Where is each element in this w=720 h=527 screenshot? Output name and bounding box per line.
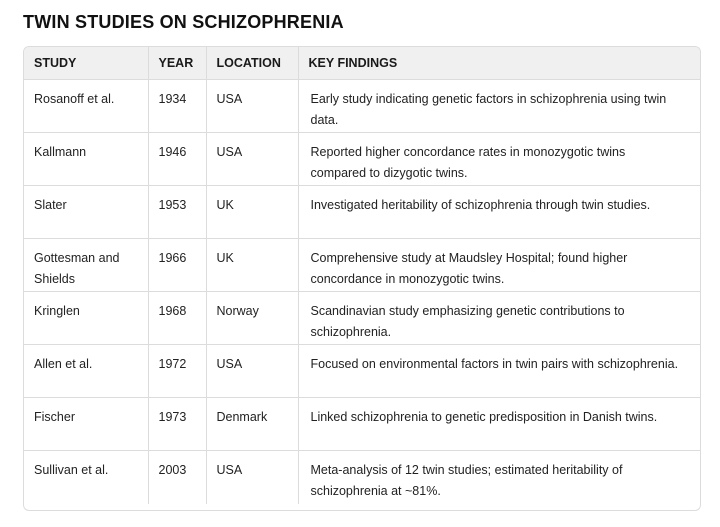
header-row (24, 47, 700, 80)
table-row (24, 451, 700, 504)
studies-table-container (23, 46, 701, 511)
cell-year: 1934 (148, 80, 206, 133)
table-row (24, 186, 700, 239)
cell-location: Denmark (206, 398, 298, 451)
studies-table (24, 47, 700, 504)
cell-study: Slater (24, 186, 148, 239)
cell-study: Rosanoff et al. (24, 80, 148, 133)
cell-study: Allen et al. (24, 345, 148, 398)
cell-key-findings: Scandinavian study emphasizing genetic contributions to schizophrenia. (298, 292, 700, 345)
cell-year: 1968 (148, 292, 206, 345)
cell-year: 1966 (148, 239, 206, 292)
cell-year: 1972 (148, 345, 206, 398)
cell-location: UK (206, 239, 298, 292)
table-row (24, 292, 700, 345)
column-header-study: STUDY (24, 47, 148, 80)
table-row (24, 345, 700, 398)
table-body (24, 80, 700, 504)
table-row (24, 398, 700, 451)
cell-key-findings: Focused on environmental factors in twin pairs with schizophrenia. (298, 345, 700, 398)
column-header-year: YEAR (148, 47, 206, 80)
table-row (24, 80, 700, 133)
cell-location: USA (206, 80, 298, 133)
cell-key-findings: Reported higher concordance rates in monozygotic twins compared to dizygotic twins. (298, 133, 700, 186)
cell-key-findings: Linked schizophrenia to genetic predisposition in Danish twins. (298, 398, 700, 451)
cell-study: Sullivan et al. (24, 451, 148, 504)
column-header-key-findings: KEY FINDINGS (298, 47, 700, 80)
cell-year: 2003 (148, 451, 206, 504)
cell-location: USA (206, 451, 298, 504)
column-header-location: LOCATION (206, 47, 298, 80)
cell-year: 1973 (148, 398, 206, 451)
cell-key-findings: Comprehensive study at Maudsley Hospital; found higher concordance in monozygotic twins. (298, 239, 700, 292)
cell-key-findings: Early study indicating genetic factors in schizophrenia using twin data. (298, 80, 700, 133)
table-row (24, 133, 700, 186)
cell-location: USA (206, 345, 298, 398)
cell-study: Kallmann (24, 133, 148, 186)
cell-location: USA (206, 133, 298, 186)
cell-key-findings: Investigated heritability of schizophrenia through twin studies. (298, 186, 700, 239)
cell-year: 1946 (148, 133, 206, 186)
cell-location: Norway (206, 292, 298, 345)
table-row (24, 239, 700, 292)
cell-study: Kringlen (24, 292, 148, 345)
cell-study: Gottesman and Shields (24, 239, 148, 292)
page-title: TWIN STUDIES ON SCHIZOPHRENIA (23, 12, 344, 32)
table-header (24, 47, 700, 80)
cell-location: UK (206, 186, 298, 239)
cell-year: 1953 (148, 186, 206, 239)
cell-study: Fischer (24, 398, 148, 451)
cell-key-findings: Meta-analysis of 12 twin studies; estimated heritability of schizophrenia at ~81%. (310, 463, 623, 498)
